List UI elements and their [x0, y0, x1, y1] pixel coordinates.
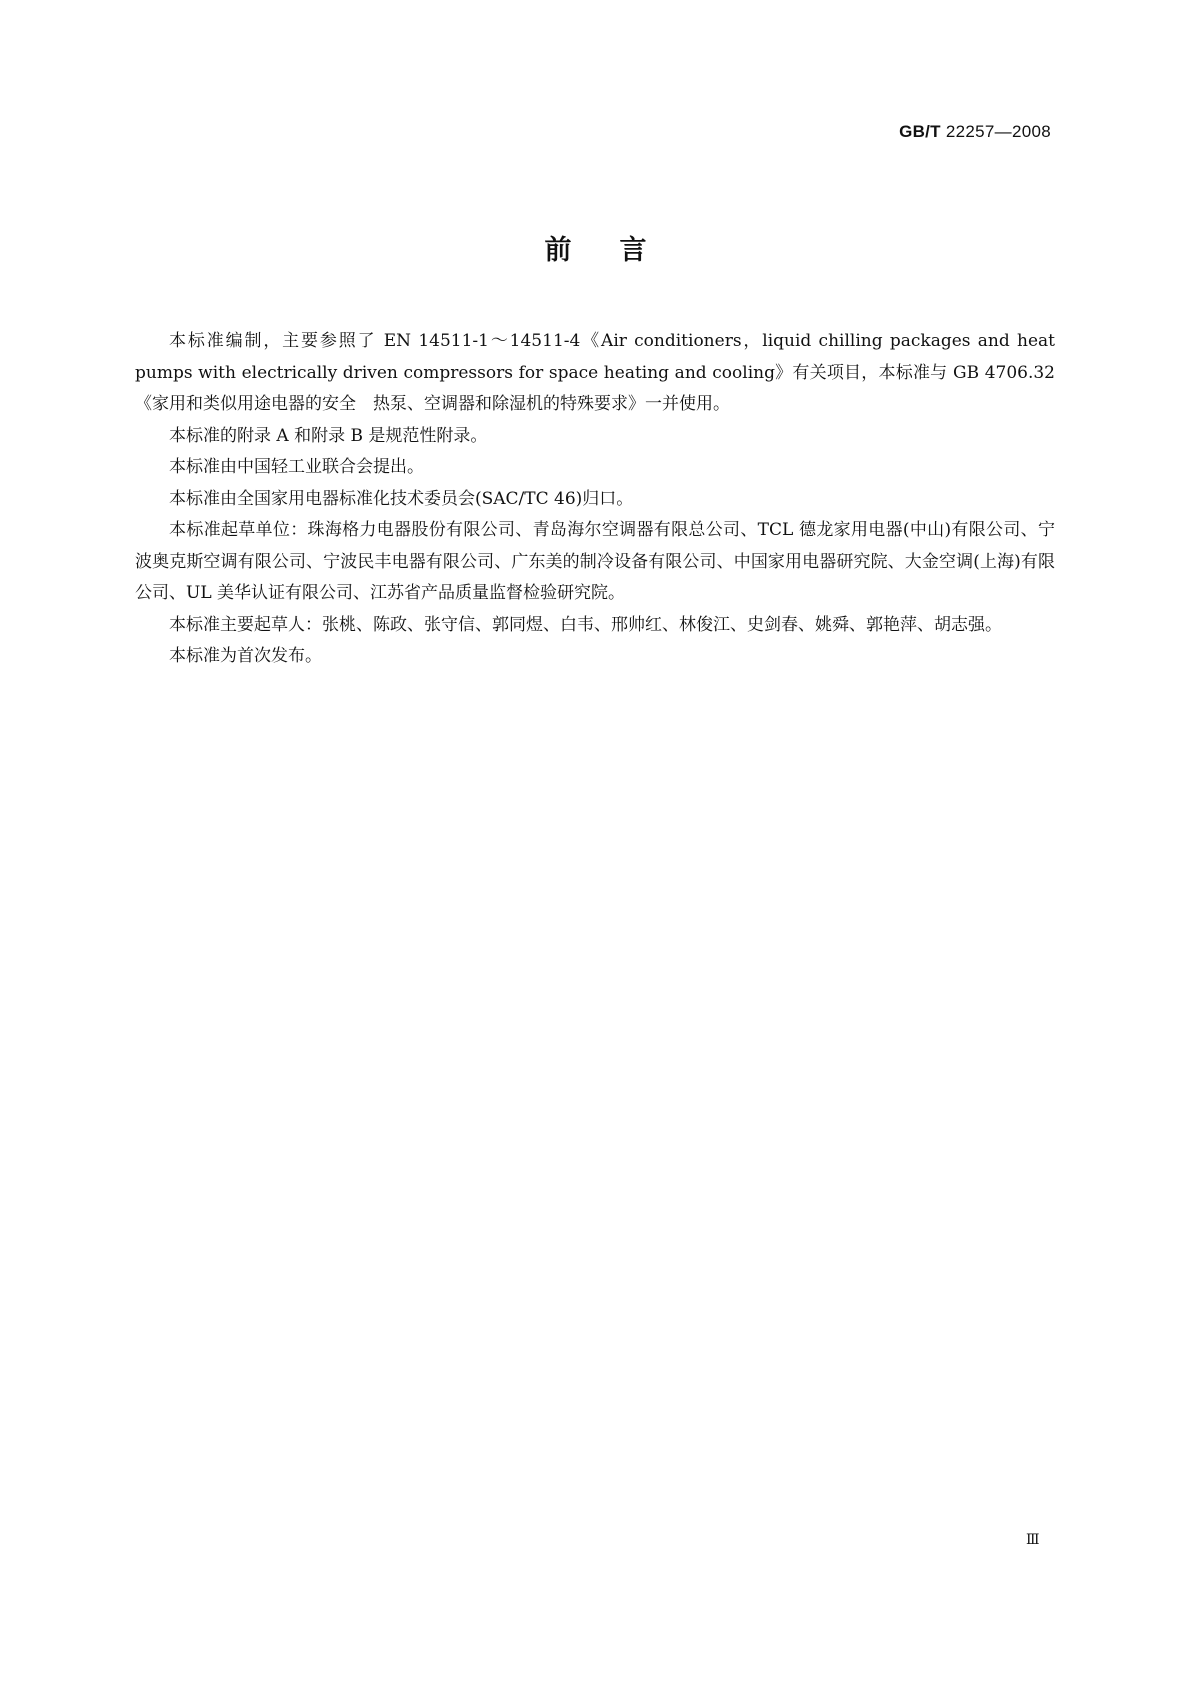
paragraph-drafters: 本标准主要起草人：张桃、陈政、张守信、郭同煜、白韦、邢帅红、林俊江、史剑春、姚舜、郭艳萍、胡志强。 [169, 614, 1002, 635]
standard-code-number: 22257—2008 [945, 122, 1051, 141]
paragraph-administered-by: 本标准由全国家用电器标准化技术委员会(SAC/TC 46)归口。 [169, 488, 634, 509]
paragraph-drafting-units: 本标准起草单位：珠海格力电器股份有限公司、青岛海尔空调器有限总公司、TCL 德龙家用电器(中山)有限公司、宁波奥克斯空调有限公司、宁波民丰电器有限公司、广东美的制冷设备有限公司、中国家用电器研究院、大金空调(上海)有限公司、UL 美华认证有限公司、江苏省产品质量监督检验研究院。 [135, 520, 1055, 603]
paragraph-proposed-by: 本标准由中国轻工业联合会提出。 [169, 457, 424, 477]
paragraph-annexes: 本标准的附录 A 和附录 B 是规范性附录。 [169, 425, 488, 446]
page-number: Ⅲ [1026, 1532, 1040, 1548]
standard-code [899, 122, 1051, 142]
paragraph-reference-standards: 本标准编制，主要参照了 EN 14511-1～14511-4《Air conditioners，liquid chilling packages and heat pumps with electrically driven compressors for space heating and cooling》有关项目，本标准与 GB 4706.32《家用和类似用途电器的安全 热泵、空调器和除湿机的特殊要求》一并使用。 [135, 331, 1055, 414]
standard-code-prefix: GB/T [899, 122, 941, 141]
page-title: 前言 [544, 235, 695, 266]
paragraph-first-publication: 本标准为首次发布。 [169, 646, 322, 666]
foreword-body [135, 326, 1055, 673]
